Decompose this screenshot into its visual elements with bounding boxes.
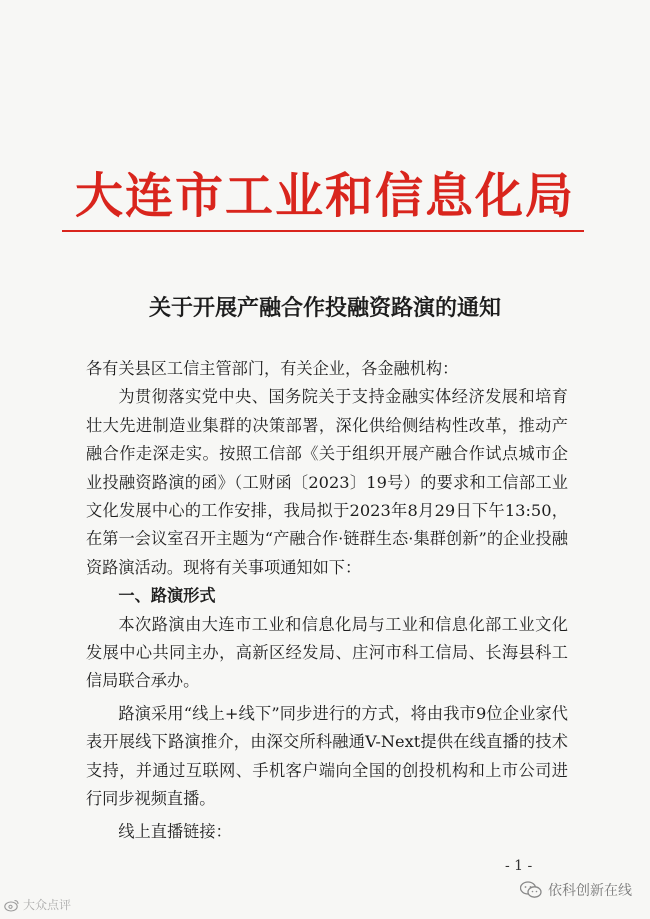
page-number: - 1 - (505, 858, 533, 874)
red-divider-line (62, 230, 584, 232)
section-heading-roadshow-format: 一、路演形式 (118, 586, 216, 606)
watermark-source-name: 大众点评 (23, 898, 72, 912)
document-title: 关于开展产融合作投融资路演的通知 (148, 295, 501, 321)
organization-header: 大连市工业和信息化局 (74, 168, 575, 224)
paragraph-organizers: 本次路演由大连市工业和信息化局与工业和信息化部工业文化发展中心共同主办，高新区经发局、庄河市科工信局、长海县科工信局联合承办。 (86, 614, 568, 691)
watermark-source (4, 896, 71, 913)
watermark-account-name: 依科创新在线 (548, 883, 632, 899)
wechat-icon (520, 881, 542, 899)
salutation: 各有关县区工信主管部门，有关企业，各金融机构： (86, 359, 459, 378)
paragraph-format: 路演采用“线上+线下”同步进行的方式，将由我市9位企业家代表开展线下路演推介，由深交所科融通V-Next提供在线直播的技术支持，并通过互联网、手机客户端向全国的创投机构和上市公司进行同步视频直播。 (86, 703, 568, 809)
paragraph-intro: 为贯彻落实党中央、国务院关于支持金融实体经济发展和培育壮大先进制造业集群的决策部署，深化供给侧结构性改革，推动产融合作走深走实。按照工信部《关于组织开展产融合作试点城市企业投融资路演的函》（工财函〔2023〕19号）的要求和工信部工业文化发展中心的工作安排，我局拟于2023年8月29日下午13:50，在第一会议室召开主题为“产融合作·链群生态·集群创新”的企业投融资路演活动。现将有关事项通知如下： (86, 387, 568, 577)
watermark-account (520, 880, 632, 900)
weibo-icon (4, 898, 20, 912)
document-body (86, 355, 568, 846)
paragraph-live-link: 线上直播链接： (118, 821, 232, 841)
